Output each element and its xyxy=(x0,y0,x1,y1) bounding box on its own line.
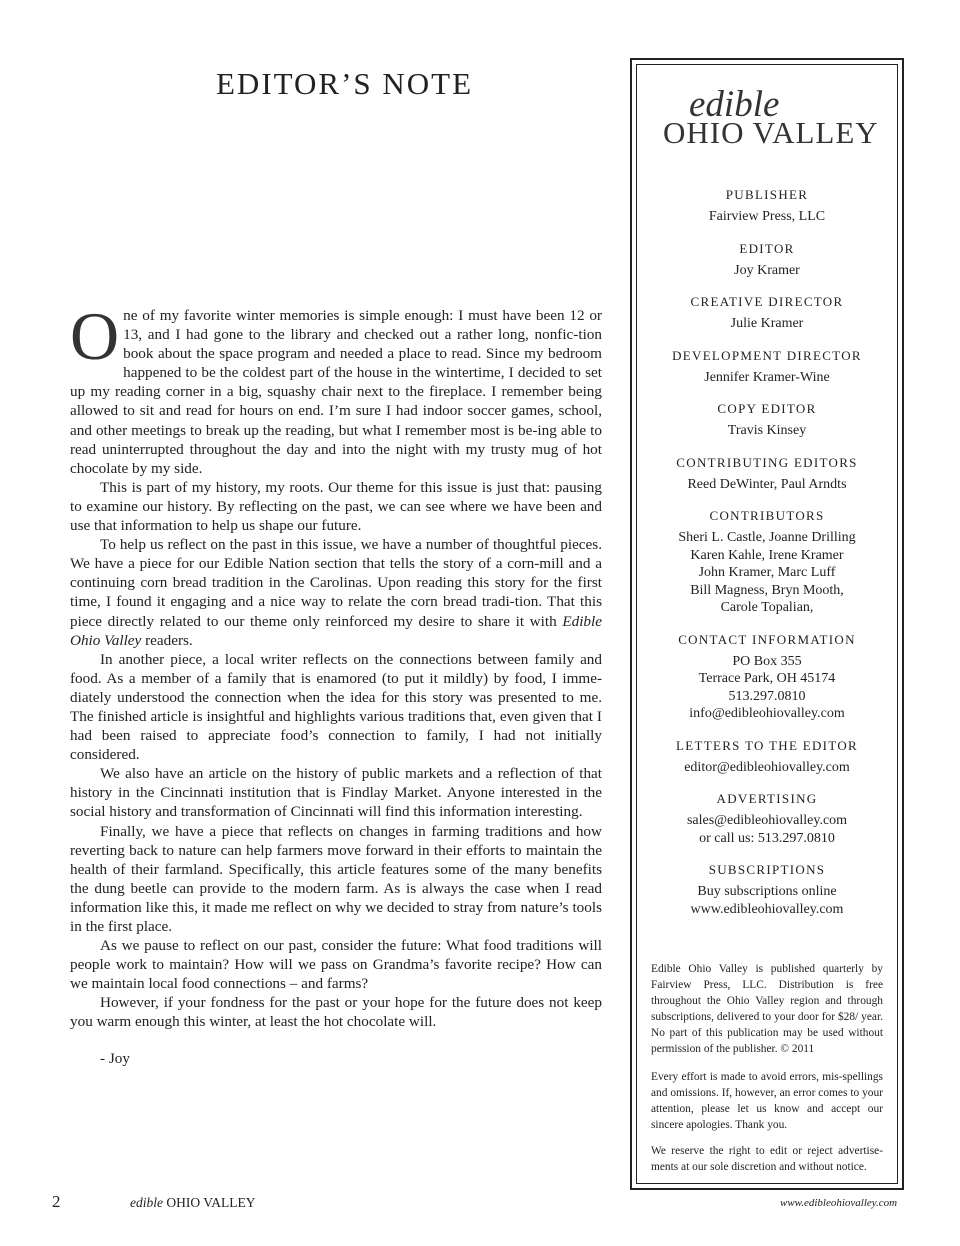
staff-line: sales@edibleohiovalley.com xyxy=(686,813,848,828)
staff-value xyxy=(637,812,897,847)
staff-line: Julie Kramer xyxy=(730,316,804,331)
staff-heading: COPY EDITOR xyxy=(717,401,817,416)
article-paragraph: As we pause to reflect on our past, consider the future: What food traditions will people work to maintain? How will we pass on Grandma’s favorite recipe? How can we maintain local food connections – and farms? xyxy=(70,937,602,993)
errors-notice: Every effort is made to avoid errors, mis-spellings and omissions. If, however, an error comes to your attention, please let us know and accept our sincere apologies. Thank you. xyxy=(651,1071,883,1131)
article-paragraph: To help us reflect on the past in this issue, we have a number of thoughtful pieces. We have a piece for our Edible Nation section that tells the story of a corn-mill and a continuing corn bread tradition in the Carolinas. Upon reading this story for the first time, I found it engaging and a nice way to relate the corn bread tradi-tion. That this piece directly related to our theme only reinforced my desire to share it with Edible Ohio Valley readers. xyxy=(70,536,602,649)
staff-value xyxy=(637,422,897,440)
staff-heading: EDITOR xyxy=(739,240,795,256)
staff-value xyxy=(637,262,897,280)
advertising-notice: We reserve the right to edit or reject advertise-ments at our sole discretion and without notice. xyxy=(651,1145,883,1173)
article-paragraph: Finally, we have a piece that reflects on changes in farming traditions and how reverting back to nature can help farmers move forward in their efforts to maintain the health of their farmland. Specifically, this article features some of the many benefits the dung beetle can provide to the modern farm. As is always the case when I read information like this, it made me reflect on why we decided to stray from nature’s tools in the first place. xyxy=(70,822,602,935)
staff-line: Sheri L. Castle, Joanne Drilling xyxy=(678,530,856,545)
staff-value xyxy=(637,369,897,387)
staff-section xyxy=(637,187,897,226)
staff-heading: CONTACT INFORMATION xyxy=(678,631,856,647)
staff-line: Reed DeWinter, Paul Arndts xyxy=(687,476,847,492)
staff-section xyxy=(637,791,897,847)
staff-line: info@edibleohiovalley.com xyxy=(689,706,845,721)
staff-line: Travis Kinsey xyxy=(727,423,807,438)
staff-value xyxy=(637,883,897,918)
article-paragraph: In another piece, a local writer reflects on the connections between family and food. As a member of a family that is enamored (to put it mildly) by food, I imme-diately understood the connection when the idea for this story was presented to me. The finished article is insightful and highlights various traditions that, even given that I had been raised to appreciate food’s connection to family, I had not initially considered. xyxy=(70,650,602,764)
staff-value xyxy=(637,476,897,494)
publication-notice: Edible Ohio Valley is published quarterly by Fairview Press, LLC. Distribution is free throughout the Ohio Valley region and through subscriptions, delivered to your door for $28/ year. No part of this publication may be used without permission of the publisher. © 2011 xyxy=(651,963,883,1055)
staff-line: Terrace Park, OH 45174 xyxy=(698,671,836,686)
article-paragraph: However, if your fondness for the past or your hope for the future does not keep you warm enough this winter, at least the hot chocolate will. xyxy=(70,994,602,1031)
article-paragraph: One of my favorite winter memories is simple enough: I must have been 12 or 13, and I had gone to the library and checked out a rather long, nonfic-tion book about the space program and needed a place to read. Since my bedroom happened to be the coldest part of the house in the wintertime, I decided to set up my reading corner in a big, squashy chair next to the fireplace. I remember being allowed to sit and read for hours on end. I’m sure I had indoor soccer games, school, and other meetings to break up the reading, but what I remember most is be-ing able to read uninterrupted throughout the day and into the night with my trusty mug of hot chocolate by my side. xyxy=(70,298,602,477)
staff-heading: LETTERS TO THE EDITOR xyxy=(676,737,858,753)
signoff: - Joy xyxy=(100,1050,130,1067)
staff-section xyxy=(637,348,897,387)
staff-section xyxy=(637,508,897,617)
staff-heading: PUBLISHER xyxy=(725,187,809,202)
staff-line: Jennifer Kramer-Wine xyxy=(704,369,830,385)
editor-note-article xyxy=(70,298,602,1032)
staff-line: editor@edibleohiovalley.com xyxy=(684,759,850,775)
staff-section xyxy=(637,401,897,440)
staff-value xyxy=(637,208,897,226)
staff-line: 513.297.0810 xyxy=(728,688,806,704)
staff-heading: DEVELOPMENT DIRECTOR xyxy=(672,347,862,363)
staff-heading: SUBSCRIPTIONS xyxy=(708,862,826,877)
staff-line: or call us: 513.297.0810 xyxy=(699,830,835,846)
staff-value xyxy=(637,653,897,723)
article-paragraph: This is part of my history, my roots. Our theme for this issue is just that: pausing to examine our history. By reflecting on the past, we can see where we have been and use that information to help us shape our future. xyxy=(70,478,602,535)
logo-ohio-valley: OHIO VALLEY xyxy=(663,115,879,150)
staff-line: John Kramer, Marc Luff xyxy=(698,565,836,580)
staff-heading: CONTRIBUTING EDITORS xyxy=(676,454,858,470)
staff-section xyxy=(637,632,897,723)
staff-line: PO Box 355 xyxy=(732,653,802,669)
masthead xyxy=(630,58,904,1190)
page-title: EDITOR’S NOTE xyxy=(216,66,474,101)
logo-edible: edible xyxy=(689,84,780,125)
drop-cap: O xyxy=(70,298,120,374)
staff-value xyxy=(637,315,897,333)
staff-list xyxy=(637,187,897,933)
magazine-title: Edible Ohio Valley xyxy=(70,612,602,649)
footer-url: www.edibleohiovalley.com xyxy=(780,1197,898,1209)
staff-line: Joy Kramer xyxy=(734,262,800,278)
staff-section xyxy=(637,294,897,333)
staff-line: Buy subscriptions online xyxy=(697,884,837,899)
staff-section xyxy=(637,241,897,280)
footer-magazine-name: edible OHIO VALLEY xyxy=(130,1195,256,1210)
staff-heading: CONTRIBUTORS xyxy=(709,508,825,523)
staff-section xyxy=(637,738,897,777)
masthead-inner-border xyxy=(636,64,898,1184)
staff-line: Fairview Press, LLC xyxy=(708,209,826,224)
staff-value xyxy=(637,759,897,777)
staff-value xyxy=(637,529,897,617)
staff-line: www.edibleohiovalley.com xyxy=(690,901,844,917)
page-number: 2 xyxy=(52,1192,61,1211)
staff-line: Bill Magness, Bryn Mooth, xyxy=(690,582,844,598)
staff-line: Karen Kahle, Irene Kramer xyxy=(690,547,844,563)
staff-heading: ADVERTISING xyxy=(716,791,818,806)
staff-section xyxy=(637,455,897,494)
staff-section xyxy=(637,862,897,918)
staff-line: Carole Topalian, xyxy=(720,600,814,615)
article-paragraph: We also have an article on the history of public markets and a reflection of that history in the Cincinnati institution that is Findlay Market. Anyone interested in the social history and transformation of Cincinnati will find this information interesting. xyxy=(70,765,602,821)
staff-heading: CREATIVE DIRECTOR xyxy=(690,294,844,309)
